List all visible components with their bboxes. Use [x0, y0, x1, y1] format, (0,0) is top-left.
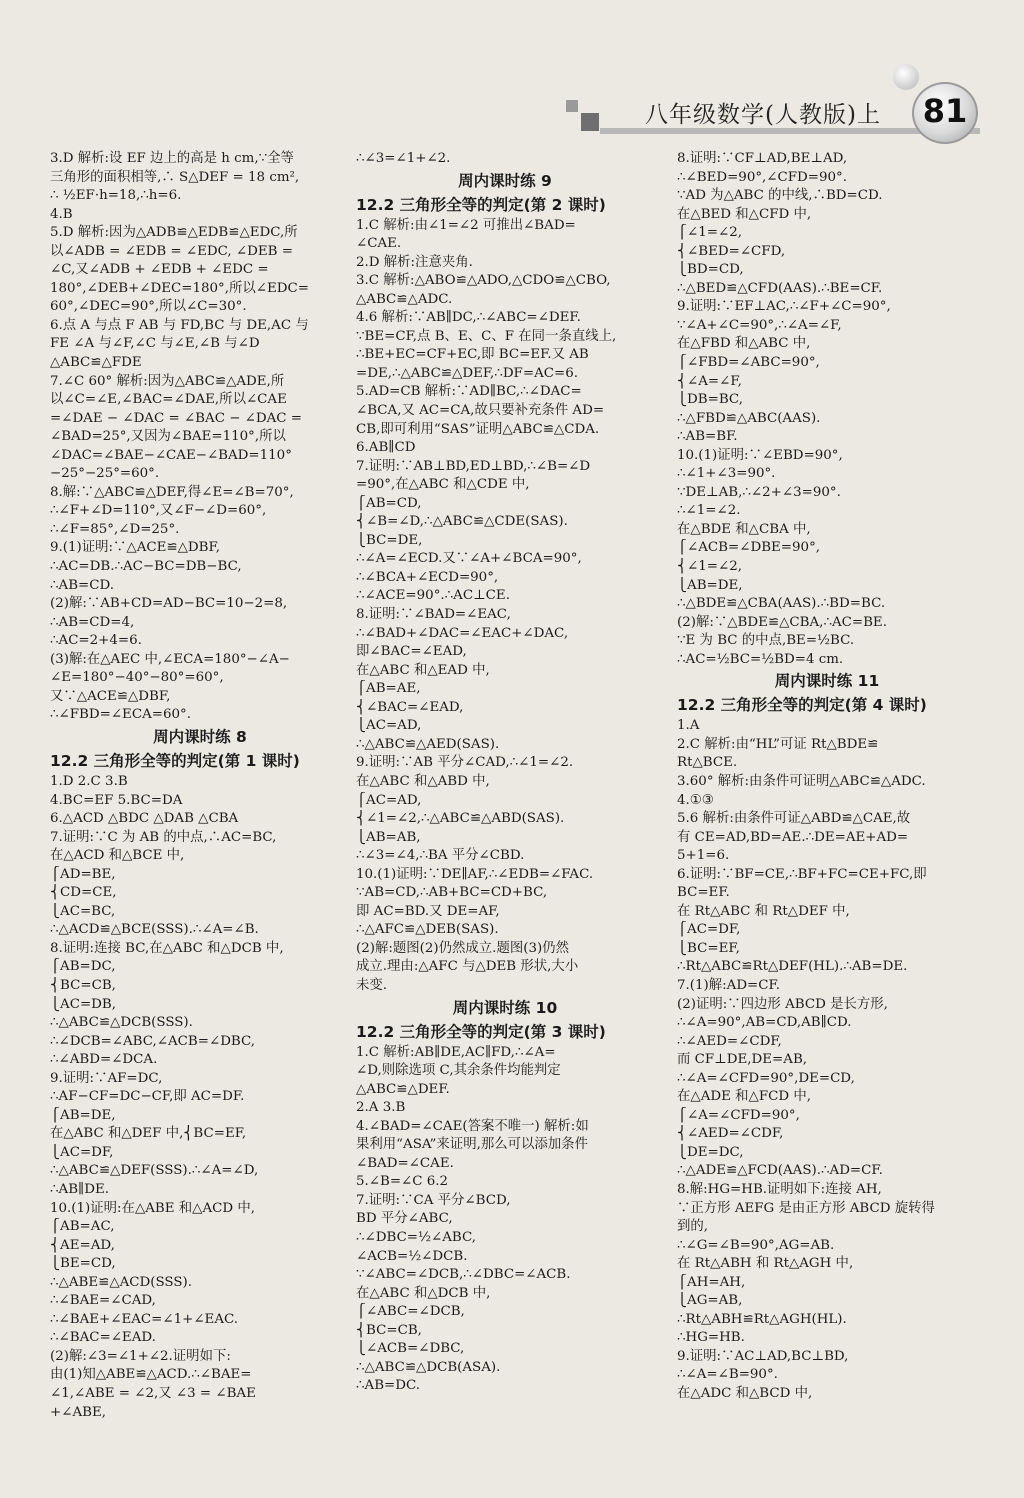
answer-line: 有 CE=AD,BD=AE.∴DE=AE+AD=: [677, 829, 909, 845]
answer-line: 9.证明:∵AF=DC,: [50, 1070, 163, 1086]
answer-line: ⎧∠ABC=∠DCB,: [356, 1304, 465, 1320]
answer-line: 在△ABC 和△DEF 中,⎨BC=EF,: [50, 1126, 247, 1142]
answer-line: 5.D 解析:因为△ADB≌△EDB≌△EDC,所: [50, 225, 298, 241]
answer-line: ∴∠A=90°,AB=CD,AB∥CD.: [677, 1015, 852, 1031]
answer-line: ∴AB=CD=4,: [50, 614, 135, 630]
answer-line: 在△ADC 和△BCD 中,: [677, 1386, 813, 1401]
answer-line: ∴△ACD≌△BCE(SSS).∴∠A=∠B.: [50, 922, 259, 938]
answer-line: 以∠C=∠E,∠BAC=∠DAE,所以∠CAE: [50, 392, 287, 408]
answer-line: ⎨∠AED=∠CDF,: [677, 1126, 784, 1142]
answer-line: ⎩AC=BC,: [50, 903, 116, 919]
page-number-badge: [912, 82, 978, 144]
answer-column-2: [356, 150, 654, 1396]
answer-line: 由(1)知△ABE≌△ACD.∴∠BAE=: [50, 1367, 252, 1383]
answer-line: ∵AD 为△ABC 的中线,∴BD=CD.: [677, 188, 883, 204]
answer-line: △ABC≌△DEF.: [356, 1081, 450, 1097]
answer-line: 1.C 解析:AB∥DE,AC∥FD,∴∠A=: [356, 1044, 556, 1060]
answer-line: ∴∠A=∠ECD.又∵∠A+∠BCA=90°,: [356, 551, 582, 567]
answer-line: 5.∠B=∠C 6.2: [356, 1174, 449, 1190]
answer-line: (2)解:∠3=∠1+∠2.证明如下:: [50, 1348, 231, 1364]
answer-line: ∴∠F=85°,∠D=25°.: [50, 521, 180, 537]
answer-line: 6.AB∥CD: [356, 440, 416, 456]
answer-line: =90°,在△ABC 和△CDE 中,: [356, 477, 530, 493]
answer-line: ∴△ABC≌△DEF(SSS).∴∠A=∠D,: [50, 1163, 259, 1179]
answer-line: ∴∠DCB=∠ABC,∠ACB=∠DBC,: [50, 1033, 256, 1049]
answer-line: ⎩DE=DC,: [677, 1144, 744, 1160]
answer-line: =DE,∴△ABC≌△DEF,∴DF=AC=6.: [356, 365, 578, 381]
answer-line: 8.证明:∵CF⊥AD,BE⊥AD,: [677, 151, 848, 166]
answer-line: ∴∠FBD=∠ECA=60°.: [50, 707, 191, 723]
answer-line: 而 CF⊥DE,DE=AB,: [677, 1052, 808, 1068]
answer-line: 即∠BAC=∠EAD,: [356, 644, 467, 660]
answer-line: 6.△ACD △BDC △DAB △CBA: [50, 811, 239, 827]
answer-line: ∴∠AED=∠CDF,: [677, 1033, 782, 1049]
section-heading: 12.2 三角形全等的判定(第 1 课时): [50, 751, 300, 770]
answer-line: 1.C 解析:由∠1=∠2 可推出∠BAD=: [356, 217, 576, 233]
answer-line: 在 Rt△ABH 和 Rt△AGH 中,: [677, 1256, 854, 1272]
answer-line: △ABC≌△FDE: [50, 355, 142, 371]
answer-line: ∴AF−CF=DC−CF,即 AC=DF.: [50, 1089, 245, 1105]
answer-line: =∠DAE − ∠DAC = ∠BAC − ∠DAC =: [50, 410, 303, 426]
answer-line: ⎨∠1=∠2,∴△ABC≌△ABD(SAS).: [356, 811, 565, 827]
answer-line: ∴∠1=∠2.: [677, 503, 741, 519]
answer-line: ∴Rt△ABC≌Rt△DEF(HL).∴AB=DE.: [677, 959, 908, 975]
answer-line: 在△ABC 和△EAD 中,: [356, 662, 490, 678]
answer-line: ∴∠DBC=½∠ABC,: [356, 1229, 477, 1245]
answer-line: (2)解:∵AB+CD=AD−BC=10−2=8,: [50, 596, 288, 612]
answer-line: ∵正方形 AEFG 是由正方形 ABCD 旋转得: [677, 1200, 935, 1216]
answer-line: ∴∠BCA+∠ECD=90°,: [356, 569, 499, 585]
answer-line: 10.(1)证明:∵∠EBD=90°,: [677, 447, 843, 463]
answer-line: ∠C,又∠ADB + ∠EDB + ∠EDC =: [50, 262, 269, 278]
answer-line: ⎩AB=AB,: [356, 829, 421, 845]
answer-line: ∴∠BAD+∠DAC=∠EAC+∠DAC,: [356, 625, 569, 641]
answer-line: 在△BED 和△CFD 中,: [677, 206, 812, 222]
answer-line: 8.证明:连接 BC,在△ABC 和△DCB 中,: [50, 940, 284, 956]
answer-line: 7.∠C 60° 解析:因为△ABC≌△ADE,所: [50, 373, 285, 389]
answer-line: ⎩AC=DF,: [50, 1144, 114, 1160]
answer-line: 即 AC=BD.又 DE=AF,: [356, 903, 500, 919]
answer-line: 8.解:HG=HB.证明如下:连接 AH,: [677, 1181, 882, 1197]
answer-line: ∴BE+EC=CF+EC,即 BC=EF.又 AB: [356, 347, 589, 363]
answer-line: 3.60° 解析:由条件可证明△ABC≌△ADC.: [677, 773, 926, 789]
answer-line: ∵BE=CF,点 B、E、C、F 在同一条直线上,: [356, 328, 617, 344]
answer-line: ⎧AB=DC,: [50, 959, 116, 975]
answer-line: BC=EF.: [677, 885, 730, 901]
answer-line: 7.(1)解:AD=CF.: [677, 977, 780, 993]
answer-line: 在△ABC 和△ABD 中,: [356, 773, 490, 789]
decorative-ball: [893, 64, 919, 90]
decorative-square: [566, 100, 578, 112]
answer-line: ⎩BC=DE,: [356, 532, 423, 548]
answer-line: ∵DE⊥AB,∴∠2+∠3=90°.: [677, 484, 841, 500]
answer-line: ∠BAD=25°,又因为∠BAE=110°,所以: [50, 429, 286, 445]
answer-line: CB,即可利用“SAS”证明△ABC≌△CDA.: [356, 421, 600, 437]
answer-line: 1.A: [677, 718, 700, 734]
answer-line: ∵∠A+∠C=90°,∴∠A=∠F,: [677, 317, 842, 333]
answer-line: (2)解:∵△BDE≌△CBA,∴AC=BE.: [677, 614, 887, 630]
answer-line: 9.证明:∵EF⊥AC,∴∠F+∠C=90°,: [677, 299, 891, 315]
answer-line: ⎧∠A=∠CFD=90°,: [677, 1107, 800, 1123]
answer-line: (3)解:在△AEC 中,∠ECA=180°−∠A−: [50, 651, 290, 667]
answer-line: ⎧AH=AH,: [677, 1274, 746, 1290]
answer-line: 到的,: [677, 1219, 709, 1235]
answer-line: ∴∠ACE=90°.∴AC⊥CE.: [356, 588, 510, 604]
answer-line: ⎩DB=BC,: [677, 392, 743, 408]
answer-line: ∴△ABE≌△ACD(SSS).: [50, 1274, 193, 1290]
answer-line: ∵E 为 BC 的中点,BE=½BC.: [677, 633, 855, 649]
section-heading: 12.2 三角形全等的判定(第 3 课时): [356, 1022, 606, 1041]
answer-line: ⎧∠FBD=∠ABC=90°,: [677, 355, 820, 371]
answer-column-1: [50, 150, 350, 1422]
answer-line: 60°,∠DEC=90°,所以∠C=30°.: [50, 299, 247, 315]
answer-line: ⎧AB=AE,: [356, 681, 421, 697]
answer-line: ∴∠1+∠3=90°.: [677, 466, 776, 482]
answer-line: ∴∠BAE+∠EAC=∠1+∠EAC.: [50, 1311, 239, 1327]
answer-line: ⎨AE=AD,: [50, 1237, 115, 1253]
answer-line: 在△ACD 和△BCE 中,: [50, 848, 185, 864]
answer-line: 7.证明:∵C 为 AB 的中点,∴AC=BC,: [50, 829, 277, 845]
answer-line: 9.证明:∵AB 平分∠CAD,∴∠1=∠2.: [356, 755, 574, 771]
exercise-title: 周内课时练 9: [458, 171, 552, 190]
answer-line: ∴∠BAE=∠CAD,: [50, 1293, 156, 1309]
answer-line: ∴∠3=∠1+∠2.: [356, 151, 451, 166]
exercise-title: 周内课时练 11: [774, 672, 880, 691]
answer-line: ∠E=180°−40°−80°=60°,: [50, 670, 224, 686]
answer-line: ⎧AC=AD,: [356, 792, 422, 808]
answer-line: 3.C 解析:△ABO≌△ADO,△CDO≌△CBO,: [356, 273, 611, 289]
answer-line: Rt△BCE.: [677, 755, 738, 771]
answer-line: ∠DAC=∠BAE−∠CAE−∠BAD=110°: [50, 447, 292, 463]
answer-line: ∠1,∠ABE = ∠2,又 ∠3 = ∠BAE: [50, 1386, 256, 1401]
answer-line: 5.AD=CB 解析:∵AD∥BC,∴∠DAC=: [356, 384, 582, 400]
answer-line: ∴△BDE≌△CBA(AAS).∴BD=BC.: [677, 596, 886, 612]
exercise-title: 周内课时练 8: [153, 727, 247, 746]
page-header: [0, 0, 1024, 150]
answer-line: ∠CAE.: [356, 236, 402, 252]
answer-line: 5+1=6.: [677, 848, 730, 864]
answer-line: ∠BCA,又 AC=CA,故只要补充条件 AD=: [356, 403, 605, 419]
answer-line: 4.∠BAD=∠CAE(答案不唯一) 解析:如: [356, 1118, 589, 1134]
answer-line: 2.A 3.B: [356, 1100, 406, 1116]
answer-line: ∴∠BED=90°,∠CFD=90°.: [677, 169, 848, 185]
answer-line: ⎧AB=AC,: [50, 1219, 115, 1235]
answer-line: 180°,∠DEB+∠DEC=180°,所以∠EDC=: [50, 280, 309, 296]
answer-line: 9.证明:∵AC⊥AD,BC⊥BD,: [677, 1348, 849, 1364]
answer-line: ⎧∠ACB=∠DBE=90°,: [677, 540, 821, 556]
answer-line: ∴∠G=∠B=90°,AG=AB.: [677, 1237, 835, 1253]
answer-line: ⎧∠1=∠2,: [677, 225, 742, 241]
answer-line: (2)解:题图(2)仍然成立.题图(3)仍然: [356, 940, 569, 956]
answer-line: ∴∠3=∠4,∴BA 平分∠CBD.: [356, 848, 525, 864]
answer-line: ∴∠A=∠CFD=90°,DE=CD,: [677, 1070, 855, 1086]
answer-line: ⎧AC=DF,: [677, 922, 741, 938]
answer-column-3: [677, 150, 977, 1404]
answer-line: ⎩AC=AD,: [356, 718, 422, 734]
answer-line: ⎩AB=DE,: [677, 577, 743, 593]
answer-line: 在△FBD 和△ABC 中,: [677, 336, 811, 352]
answer-line: 7.证明:∵CA 平分∠BCD,: [356, 1192, 511, 1208]
answer-line: ∴ ½EF·h=18,∴h=6.: [50, 188, 182, 204]
answer-line: 6.点 A 与点 F AB 与 FD,BC 与 DE,AC 与: [50, 317, 309, 333]
answer-line: ∴∠BAC=∠EAD.: [50, 1330, 156, 1346]
answer-line: ⎩BD=CD,: [677, 262, 744, 278]
answer-line: ∴Rt△ABH≌Rt△AGH(HL).: [677, 1311, 847, 1327]
answer-line: 又∵△ACE≌△DBF,: [50, 688, 171, 704]
answer-line: 未变.: [356, 977, 388, 993]
answer-line: 在 Rt△ABC 和 Rt△DEF 中,: [677, 903, 850, 919]
answer-line: ⎨∠B=∠D,∴△ABC≌△CDE(SAS).: [356, 514, 568, 530]
answer-line: ∴AB=DC.: [356, 1378, 421, 1394]
page-number: 81: [922, 92, 968, 130]
answer-line: ∴AB=CD.: [50, 577, 115, 593]
answer-line: ∠BAD=∠CAE.: [356, 1155, 454, 1171]
answer-line: 在△ABC 和△DCB 中,: [356, 1285, 491, 1301]
answer-line: +∠ABE,: [50, 1404, 106, 1420]
answer-line: ∠ACB=½∠DCB.: [356, 1248, 468, 1264]
answer-line: ∴△AFC≌△DEB(SAS).: [356, 922, 499, 938]
answer-line: ∵∠ABC=∠DCB,∴∠DBC=∠ACB.: [356, 1267, 571, 1283]
answer-line: 10.(1)证明:在△ABE 和△ACD 中,: [50, 1200, 256, 1216]
answer-line: 5.6 解析:由条件可证△ABD≌△CAE,故: [677, 811, 911, 827]
answer-line: ⎧AB=DE,: [50, 1107, 116, 1123]
answer-line: ⎩AG=AB,: [677, 1293, 743, 1309]
answer-line: ⎧AD=BE,: [50, 866, 116, 882]
answer-line: 8.解:∵△ABC≌△DEF,得∠E=∠B=70°,: [50, 484, 294, 500]
answer-line: ∴HG=HB.: [677, 1330, 745, 1346]
answer-line: ∴△ABC≌△DCB(ASA).: [356, 1359, 501, 1375]
answer-line: 4.6 解析:∵AB∥DC,∴∠ABC=∠DEF.: [356, 310, 581, 326]
answer-line: 成立.理由:△AFC 与△DEB 形状,大小: [356, 959, 579, 975]
answer-line: 4.B: [50, 206, 73, 222]
exercise-title: 周内课时练 10: [452, 998, 558, 1017]
answer-line: ⎨∠BED=∠CFD,: [677, 243, 786, 259]
answer-line: ⎨∠A=∠F,: [677, 373, 742, 389]
answer-line: 9.(1)证明:∵△ACE≌△DBF,: [50, 540, 220, 556]
answer-line: ∴AB∥DE.: [50, 1181, 109, 1197]
answer-line: ∴△ADE≌△FCD(AAS).∴AD=CF.: [677, 1163, 883, 1179]
answer-line: ⎧AB=CD,: [356, 495, 422, 511]
answer-line: 7.证明:∵AB⊥BD,ED⊥BD,∴∠B=∠D: [356, 458, 591, 474]
answer-line: ∴△ABC≌△DCB(SSS).: [50, 1015, 193, 1031]
answer-line: ∵AB=CD,∴AB+BC=CD+BC,: [356, 885, 548, 901]
answer-line: ⎨∠1=∠2,: [677, 559, 742, 575]
answer-line: ∴AC=2+4=6.: [50, 633, 142, 649]
answer-line: 8.证明:∵∠BAD=∠EAC,: [356, 607, 511, 623]
answer-line: ∴AB=BF.: [677, 429, 738, 445]
answer-line: ⎨CD=CE,: [50, 885, 117, 901]
answer-line: 在△BDE 和△CBA 中,: [677, 521, 811, 537]
answer-line: BD 平分∠ABC,: [356, 1211, 453, 1227]
book-title: 八年级数学(人教版)上: [645, 102, 881, 128]
answer-line: △ABC≌△ADC.: [356, 291, 453, 307]
answer-line: 以∠ADB = ∠EDB = ∠EDC, ∠DEB =: [50, 243, 293, 259]
answer-line: 2.D 解析:注意夹角.: [356, 254, 473, 270]
answer-line: ∴△ABC≌△AED(SAS).: [356, 736, 500, 752]
answer-line: ∴AC=½BC=½BD=4 cm.: [677, 651, 844, 667]
answer-line: 三角形的面积相等,∴ S△DEF = 18 cm²,: [50, 169, 300, 185]
answer-line: 果利用“ASA”来证明,那么可以添加条件: [356, 1137, 588, 1153]
answer-line: −25°−25°=60°.: [50, 466, 160, 482]
answer-line: 6.证明:∵BF=CE,∴BF+FC=CE+FC,即: [677, 866, 927, 882]
answer-line: ⎩BE=CD,: [50, 1256, 116, 1272]
answer-line: (2)证明:∵四边形 ABCD 是长方形,: [677, 996, 888, 1012]
answer-line: 4.①③: [677, 792, 714, 808]
answer-line: ⎩AC=DB,: [50, 996, 117, 1012]
answer-line: 10.(1)证明:∵DE∥AF,∴∠EDB=∠FAC.: [356, 866, 594, 882]
answer-line: ⎩∠ACB=∠DBC,: [356, 1341, 465, 1357]
answer-line: 4.BC=EF 5.BC=DA: [50, 792, 183, 808]
answer-line: ⎨∠BAC=∠EAD,: [356, 699, 464, 715]
section-heading: 12.2 三角形全等的判定(第 4 课时): [677, 696, 927, 715]
answer-line: ∴AC=DB.∴AC−BC=DB−BC,: [50, 559, 242, 575]
answer-line: 2.C 解析:由“HL”可证 Rt△BDE≌: [677, 736, 879, 752]
answer-line: 在△ADE 和△FCD 中,: [677, 1089, 811, 1105]
answer-line: ∠D,则除选项 C,其余条件均能判定: [356, 1063, 561, 1079]
answer-line: ∴∠F+∠D=110°,又∠F−∠D=60°,: [50, 503, 267, 519]
answer-line: ⎩BC=EF,: [677, 940, 740, 956]
decorative-square: [581, 113, 599, 131]
answer-line: 3.D 解析:设 EF 边上的高是 h cm,∵全等: [50, 151, 294, 166]
section-heading: 12.2 三角形全等的判定(第 2 课时): [356, 195, 606, 214]
answer-line: ∴∠ABD=∠DCA.: [50, 1052, 158, 1068]
answer-line: FE ∠A 与∠F,∠C 与∠E,∠B 与∠D: [50, 336, 260, 352]
answer-line: ⎨BC=CB,: [50, 977, 116, 993]
answer-line: ⎨BC=CB,: [356, 1322, 422, 1338]
answer-line: ∴△FBD≌△ABC(AAS).: [677, 410, 821, 426]
answer-line: 1.D 2.C 3.B: [50, 773, 128, 789]
answer-line: ∴∠A=∠B=90°.: [677, 1367, 778, 1383]
answer-line: ∴△BED≌△CFD(AAS).∴BE=CF.: [677, 280, 883, 296]
